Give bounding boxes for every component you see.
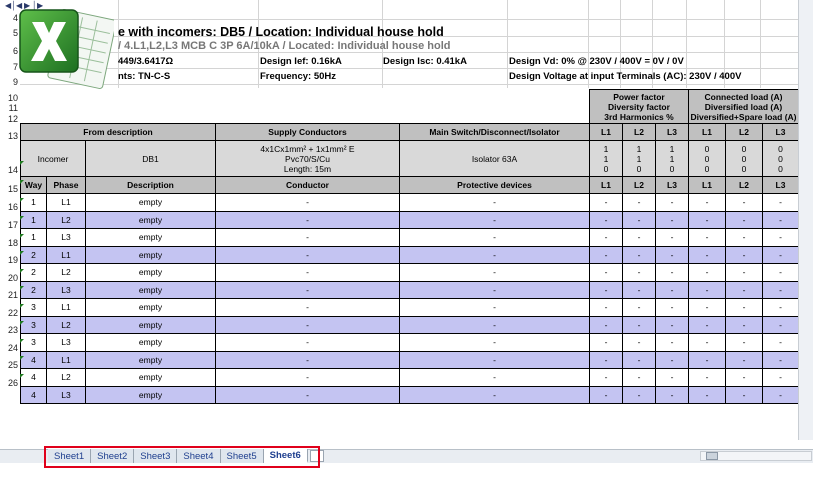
protective-cell[interactable]: - <box>400 229 590 247</box>
row-number[interactable]: 10 <box>7 93 18 103</box>
pf-l1-cell[interactable]: - <box>590 211 623 229</box>
load-l3-cell[interactable]: - <box>763 246 799 264</box>
way-load-l2-header: L2 <box>726 177 763 194</box>
cell-comment-marker <box>20 161 24 165</box>
design-voltage: Design Voltage at input Terminals (AC): 230V / 400V <box>509 71 742 82</box>
pf-l3-cell[interactable]: - <box>656 246 689 264</box>
load-l2-cell[interactable]: - <box>726 194 763 212</box>
pf-l1-cell[interactable]: - <box>590 299 623 317</box>
cell-comment-marker <box>20 269 24 273</box>
table-row[interactable] <box>21 386 799 404</box>
pf-l2-cell[interactable]: - <box>623 299 656 317</box>
conductor-spec: 4x1Cx1mm² + 1x1mm² E <box>260 143 355 154</box>
protective-cell[interactable]: - <box>400 386 590 404</box>
cell-comment-marker <box>20 356 24 360</box>
pf-l1-cell[interactable]: - <box>590 264 623 282</box>
way-pf-l2-header: L2 <box>623 177 656 194</box>
protective-cell[interactable]: - <box>400 264 590 282</box>
row-number[interactable]: 24 <box>7 343 18 353</box>
description-cell[interactable]: empty <box>86 316 216 334</box>
row-number[interactable]: 18 <box>7 238 18 248</box>
sheet-subtitle: / 4.L1,L2,L3 MCB C 3P 6A/10kA / Located: Individual house hold <box>118 40 451 52</box>
load-l1-cell[interactable]: - <box>689 369 726 387</box>
design-vd: Design Vd: 0% @ 230V / 400V = 0V / 0V <box>509 56 684 67</box>
incomer-label: Incomer <box>21 141 86 177</box>
horizontal-scroll-thumb[interactable] <box>706 452 718 460</box>
row-number[interactable]: 14 <box>7 165 18 175</box>
sheet-tab-4[interactable]: Sheet4 <box>177 449 220 463</box>
table-row[interactable] <box>21 264 799 282</box>
pf-l2-cell[interactable]: - <box>623 264 656 282</box>
load-l3-cell[interactable]: - <box>763 229 799 247</box>
conductor-cell[interactable]: - <box>216 229 400 247</box>
earthing-system: nts: TN-C-S <box>118 71 171 82</box>
incomer-load-l3: 0 0 0 <box>763 141 799 177</box>
way-cell[interactable]: 3 <box>21 299 47 317</box>
pf-l1-cell[interactable]: - <box>590 194 623 212</box>
sheet-tab-3[interactable]: Sheet3 <box>134 449 177 463</box>
description-cell[interactable]: empty <box>86 369 216 387</box>
phase-cell[interactable]: L1 <box>47 194 86 212</box>
cell-comment-marker <box>20 180 24 184</box>
conductor-cell[interactable]: - <box>216 299 400 317</box>
cell-comment-marker <box>20 321 24 325</box>
frequency: Frequency: 50Hz <box>260 71 337 82</box>
conductor-cell[interactable]: - <box>216 369 400 387</box>
conductor-header: Conductor <box>216 177 400 194</box>
pf-l3-cell[interactable]: - <box>656 351 689 369</box>
row-number[interactable]: 15 <box>7 184 18 194</box>
row-number[interactable]: 23 <box>7 325 18 335</box>
pf-header <box>590 90 689 124</box>
load-l1-cell[interactable]: - <box>689 211 726 229</box>
impedance-value: 449/3.6417Ω <box>118 56 174 67</box>
load-l1-cell[interactable]: - <box>689 334 726 352</box>
sheet-tab-6[interactable]: Sheet6 <box>264 449 308 463</box>
row-number[interactable]: 25 <box>7 360 18 370</box>
incomer-load-l2: 0 0 0 <box>726 141 763 177</box>
table-row[interactable] <box>21 334 799 352</box>
row-number[interactable]: 20 <box>7 273 18 283</box>
pf-l2-cell[interactable]: - <box>623 246 656 264</box>
load-l3-cell[interactable]: - <box>763 334 799 352</box>
row-number[interactable]: 9 <box>12 77 18 87</box>
row-number[interactable]: 7 <box>12 62 18 72</box>
load-l1-cell[interactable]: - <box>689 194 726 212</box>
description-cell[interactable]: empty <box>86 211 216 229</box>
grid-line <box>20 19 798 20</box>
description-cell[interactable]: empty <box>86 351 216 369</box>
phase-header: Phase <box>47 177 86 194</box>
load-l1-cell[interactable]: - <box>689 316 726 334</box>
description-header: Description <box>86 177 216 194</box>
way-header: Way <box>21 177 47 194</box>
pf-l3-cell[interactable]: - <box>656 334 689 352</box>
load-l2-header: L2 <box>726 124 763 141</box>
way-cell[interactable]: 1 <box>21 211 47 229</box>
load-l1-cell[interactable]: - <box>689 281 726 299</box>
main-switch-header: Main Switch/Disconnect/Isolator <box>400 124 590 141</box>
table-row[interactable] <box>21 229 799 247</box>
row-number[interactable]: 16 <box>7 202 18 212</box>
row-number[interactable]: 6 <box>12 46 18 56</box>
pf-l2-header: L2 <box>623 124 656 141</box>
cell-comment-marker <box>20 304 24 308</box>
sheet-title: e with incomers: DB5 / Location: Individual house hold <box>118 25 444 39</box>
pf-l3-cell[interactable]: - <box>656 211 689 229</box>
description-cell[interactable]: empty <box>86 194 216 212</box>
pf-l2-cell[interactable]: - <box>623 229 656 247</box>
way-cell[interactable]: 1 <box>21 194 47 212</box>
phase-cell[interactable]: L3 <box>47 386 86 404</box>
pf-l3-cell[interactable]: - <box>656 194 689 212</box>
way-cell[interactable]: 4 <box>21 369 47 387</box>
load-l3-cell[interactable]: - <box>763 316 799 334</box>
highlight-box <box>44 446 320 468</box>
row-number[interactable]: 13 <box>7 131 18 141</box>
incomer-pf-l2: 1 1 0 <box>623 141 656 177</box>
load-l1-cell[interactable]: - <box>689 299 726 317</box>
cell-comment-marker <box>20 216 24 220</box>
phase-cell[interactable]: L3 <box>47 334 86 352</box>
load-l3-cell[interactable]: - <box>763 211 799 229</box>
load-l1-cell[interactable]: - <box>689 246 726 264</box>
conductor-cell[interactable]: - <box>216 281 400 299</box>
spare-load-label: Diversified+Spare load (A) <box>690 111 797 122</box>
load-l1-cell[interactable]: - <box>689 229 726 247</box>
description-cell[interactable]: empty <box>86 229 216 247</box>
cell-comment-marker <box>20 234 24 238</box>
pf-l2-cell[interactable]: - <box>623 281 656 299</box>
protective-cell[interactable]: - <box>400 246 590 264</box>
way-cell[interactable]: 2 <box>21 246 47 264</box>
grid-line <box>20 52 798 53</box>
diversity-factor-label: Diversity factor <box>608 101 670 112</box>
load-l3-cell[interactable]: - <box>763 369 799 387</box>
prev-sheet-icon[interactable]: ◀ <box>16 1 23 10</box>
next-sheet-icon[interactable]: ▶ <box>24 1 31 10</box>
pf-l3-cell[interactable]: - <box>656 264 689 282</box>
phase-cell[interactable]: L2 <box>47 264 86 282</box>
incomer-pf-l3: 1 1 0 <box>656 141 689 177</box>
pf-l3-cell[interactable]: - <box>656 369 689 387</box>
way-cell[interactable]: 3 <box>21 316 47 334</box>
way-cell[interactable]: 2 <box>21 281 47 299</box>
cell-comment-marker <box>20 198 24 202</box>
phase-cell[interactable]: L1 <box>47 299 86 317</box>
description-cell[interactable]: empty <box>86 264 216 282</box>
phase-cell[interactable]: L2 <box>47 316 86 334</box>
conductor-length: Length: 15m <box>283 163 332 174</box>
load-l2-cell[interactable]: - <box>726 386 763 404</box>
load-l2-cell[interactable]: - <box>726 334 763 352</box>
grid-line <box>20 84 798 85</box>
harmonics-label: 3rd Harmonics % <box>604 111 674 122</box>
load-l2-cell[interactable]: - <box>726 281 763 299</box>
cell-comment-marker <box>20 339 24 343</box>
pf-l2-cell[interactable]: - <box>623 334 656 352</box>
diversified-load-label: Diversified load (A) <box>704 101 783 112</box>
pf-l2-cell[interactable]: - <box>623 194 656 212</box>
load-l1-cell[interactable]: - <box>689 386 726 404</box>
incomer-row[interactable] <box>21 141 799 177</box>
protective-cell[interactable]: - <box>400 211 590 229</box>
pf-l3-cell[interactable]: - <box>656 281 689 299</box>
load-l1-cell[interactable]: - <box>689 264 726 282</box>
row-number[interactable]: 19 <box>7 255 18 265</box>
pf-l3-cell[interactable]: - <box>656 386 689 404</box>
conductor-cell[interactable]: - <box>216 246 400 264</box>
pf-l2-cell[interactable]: - <box>623 316 656 334</box>
protective-cell[interactable]: - <box>400 281 590 299</box>
load-l1-header: L1 <box>689 124 726 141</box>
pf-l3-cell[interactable]: - <box>656 299 689 317</box>
pf-l3-header: L3 <box>656 124 689 141</box>
conductor-insulation: Pvc70/S/Cu <box>285 153 330 164</box>
load-l2-cell[interactable]: - <box>726 246 763 264</box>
pf-l2-cell[interactable]: - <box>623 351 656 369</box>
grid-line <box>760 0 761 88</box>
phase-cell[interactable]: L2 <box>47 211 86 229</box>
load-l3-cell[interactable]: - <box>763 264 799 282</box>
protective-cell[interactable]: - <box>400 316 590 334</box>
way-pf-l1-header: L1 <box>590 177 623 194</box>
pf-l1-cell[interactable]: - <box>590 386 623 404</box>
conductor-cell[interactable]: - <box>216 194 400 212</box>
row-number[interactable]: 22 <box>7 308 18 318</box>
pf-l2-cell[interactable]: - <box>623 369 656 387</box>
pf-l1-cell[interactable]: - <box>590 316 623 334</box>
row-number[interactable]: 26 <box>7 378 18 388</box>
row-number[interactable]: 5 <box>12 28 18 38</box>
phase-cell[interactable]: L2 <box>47 369 86 387</box>
sheet-tab-1[interactable]: Sheet1 <box>48 449 91 463</box>
load-l2-cell[interactable]: - <box>726 369 763 387</box>
row-number[interactable]: 12 <box>7 114 18 124</box>
pf-l1-cell[interactable]: - <box>590 369 623 387</box>
row-number[interactable]: 21 <box>7 290 18 300</box>
load-l3-cell[interactable]: - <box>763 351 799 369</box>
way-cell[interactable]: 2 <box>21 264 47 282</box>
protective-cell[interactable]: - <box>400 299 590 317</box>
pf-l1-cell[interactable]: - <box>590 229 623 247</box>
load-l3-cell[interactable]: - <box>763 281 799 299</box>
protective-cell[interactable]: - <box>400 194 590 212</box>
from-description-header: From description <box>21 124 216 141</box>
load-l2-cell[interactable]: - <box>726 299 763 317</box>
table-row[interactable] <box>21 211 799 229</box>
design-ief: Design Ief: 0.16kA <box>260 56 342 67</box>
way-cell[interactable]: 1 <box>21 229 47 247</box>
pf-l1-cell[interactable]: - <box>590 334 623 352</box>
load-l1-cell[interactable]: - <box>689 351 726 369</box>
row-number[interactable]: 11 <box>8 103 18 113</box>
description-cell[interactable]: empty <box>86 299 216 317</box>
load-l3-cell[interactable]: - <box>763 194 799 212</box>
conductor-cell[interactable]: - <box>216 316 400 334</box>
vertical-scrollbar[interactable] <box>798 0 813 440</box>
phase-cell[interactable]: L1 <box>47 351 86 369</box>
distribution-board-table[interactable] <box>20 89 799 404</box>
description-cell[interactable]: empty <box>86 386 216 404</box>
pf-l2-cell[interactable]: - <box>623 211 656 229</box>
phase-cell[interactable]: L1 <box>47 246 86 264</box>
load-l2-cell[interactable]: - <box>726 229 763 247</box>
way-load-l1-header: L1 <box>689 177 726 194</box>
table-row[interactable] <box>21 299 799 317</box>
incomer-load-l1: 0 0 0 <box>689 141 726 177</box>
table-row[interactable] <box>21 351 799 369</box>
pf-l3-cell[interactable]: - <box>656 316 689 334</box>
row-number[interactable]: 17 <box>7 220 18 230</box>
sheet-tab-2[interactable]: Sheet2 <box>91 449 134 463</box>
first-sheet-icon[interactable]: ◀│ <box>5 1 17 10</box>
last-sheet-icon[interactable]: │▶ <box>32 1 44 10</box>
load-l3-cell[interactable]: - <box>763 299 799 317</box>
supply-conductors-header: Supply Conductors <box>216 124 400 141</box>
table-row[interactable] <box>21 316 799 334</box>
conductor-cell[interactable]: - <box>216 386 400 404</box>
table-row[interactable] <box>21 246 799 264</box>
protective-header: Protective devices <box>400 177 590 194</box>
way-pf-l3-header: L3 <box>656 177 689 194</box>
cell-comment-marker <box>20 251 24 255</box>
pf-l1-header: L1 <box>590 124 623 141</box>
way-cell[interactable]: 3 <box>21 334 47 352</box>
row-number[interactable]: 4 <box>12 13 18 23</box>
protective-cell[interactable]: - <box>400 334 590 352</box>
protective-cell[interactable]: - <box>400 369 590 387</box>
incomer-conductors <box>216 141 400 177</box>
conductor-cell[interactable]: - <box>216 334 400 352</box>
cell-comment-marker <box>20 374 24 378</box>
design-isc: Design Isc: 0.41kA <box>383 56 467 67</box>
phase-cell[interactable]: L3 <box>47 281 86 299</box>
description-cell[interactable]: empty <box>86 334 216 352</box>
table-row[interactable] <box>21 369 799 387</box>
load-header <box>689 90 799 124</box>
conductor-cell[interactable]: - <box>216 264 400 282</box>
load-l2-cell[interactable]: - <box>726 264 763 282</box>
pf-l1-cell[interactable]: - <box>590 281 623 299</box>
protective-cell[interactable]: - <box>400 351 590 369</box>
excel-logo-icon <box>16 0 114 96</box>
load-l2-cell[interactable]: - <box>726 211 763 229</box>
cell-comment-marker <box>20 286 24 290</box>
pf-l2-cell[interactable]: - <box>623 386 656 404</box>
table-row[interactable] <box>21 281 799 299</box>
conductor-cell[interactable]: - <box>216 211 400 229</box>
pf-l3-cell[interactable]: - <box>656 229 689 247</box>
conductor-cell[interactable]: - <box>216 351 400 369</box>
way-cell[interactable]: 4 <box>21 351 47 369</box>
pf-l1-cell[interactable]: - <box>590 246 623 264</box>
sheet-tab-5[interactable]: Sheet5 <box>221 449 264 463</box>
way-cell[interactable]: 4 <box>21 386 47 404</box>
load-l3-cell[interactable]: - <box>763 386 799 404</box>
power-factor-label: Power factor <box>613 91 665 102</box>
grid-line <box>20 68 798 69</box>
load-l3-header: L3 <box>763 124 799 141</box>
incomer-isolator: Isolator 63A <box>400 141 590 177</box>
way-load-l3-header: L3 <box>763 177 799 194</box>
incomer-pf-l1: 1 1 0 <box>590 141 623 177</box>
pf-l1-cell[interactable]: - <box>590 351 623 369</box>
incomer-db: DB1 <box>86 141 216 177</box>
table-row[interactable] <box>21 194 799 212</box>
phase-cell[interactable]: L3 <box>47 229 86 247</box>
load-l2-cell[interactable]: - <box>726 351 763 369</box>
connected-load-label: Connected load (A) <box>704 91 783 102</box>
description-cell[interactable]: empty <box>86 246 216 264</box>
grid-line <box>507 0 508 88</box>
load-l2-cell[interactable]: - <box>726 316 763 334</box>
description-cell[interactable]: empty <box>86 281 216 299</box>
